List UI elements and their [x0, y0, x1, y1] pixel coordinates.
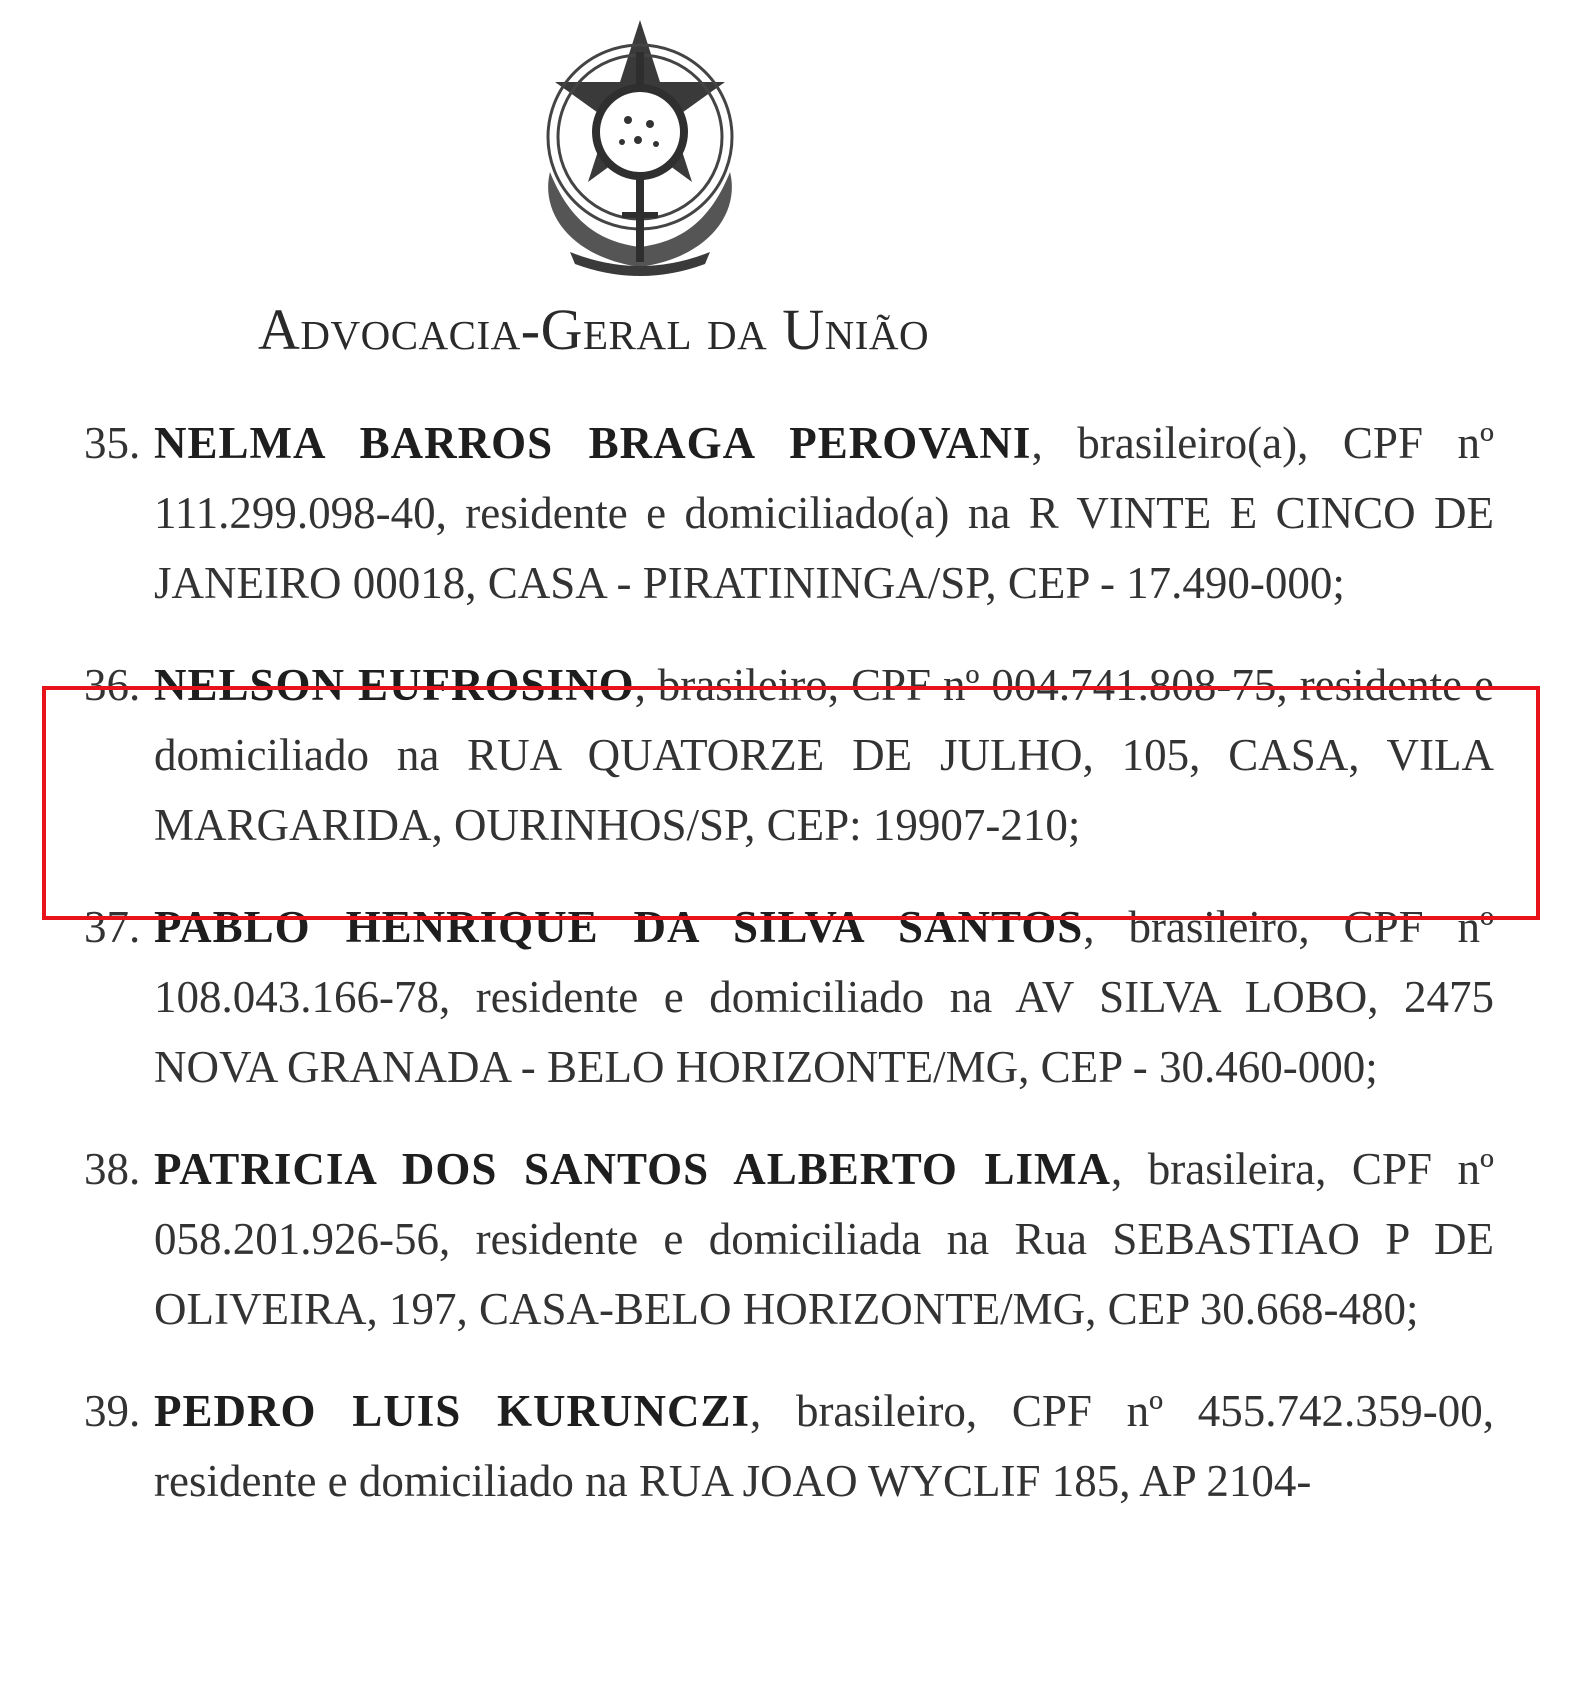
list-item: [84, 408, 1494, 618]
entry-name: PEDRO LUIS KURUNCZI: [154, 1386, 750, 1436]
entry-name: PABLO HENRIQUE DA SILVA SANTOS: [154, 902, 1084, 952]
list-item: [84, 1134, 1494, 1344]
entry-number: 35.: [84, 418, 141, 468]
entry-number: 37.: [84, 902, 141, 952]
entry-details: , brasileira, CPF nº 058.201.926-56, residente e domiciliada na Rua SEBASTIAO P DE OLIVEIRA, 197, CASA-BELO HORIZONTE/MG, CEP 30.668-480;: [154, 1144, 1494, 1334]
entries-list: [84, 408, 1494, 1548]
coat-of-arms-seal: [510, 12, 770, 282]
list-item: [84, 892, 1494, 1102]
entry-details: , brasileiro, CPF nº 004.741.808-75, residente e domiciliado na RUA QUATORZE DE JULHO, 105, CASA, VILA MARGARIDA, OURINHOS/SP, CEP: 19907-210;: [154, 660, 1495, 850]
entry-name: NELMA BARROS BRAGA PEROVANI: [154, 418, 1032, 468]
highlight-box: [42, 686, 1540, 920]
entry-details: , brasileiro, CPF nº 455.742.359-00, residente e domiciliado na RUA JOAO WYCLIF 185, AP 2104-: [154, 1386, 1494, 1506]
entry-name: NELSON EUFROSINO: [154, 660, 635, 710]
entry-number: 36.: [84, 660, 141, 710]
organization-title: Advocacia-Geral da União: [258, 297, 930, 362]
list-item: [84, 1376, 1494, 1516]
entry-number: 39.: [84, 1386, 141, 1436]
entry-number: 38.: [84, 1144, 141, 1194]
entry-details: , brasileiro, CPF nº 108.043.166-78, residente e domiciliado na AV SILVA LOBO, 2475 NOVA GRANADA - BELO HORIZONTE/MG, CEP - 30.460-000;: [154, 902, 1494, 1092]
entry-name: PATRICIA DOS SANTOS ALBERTO LIMA: [154, 1144, 1111, 1194]
entry-details: , brasileiro(a), CPF nº 111.299.098-40, residente e domiciliado(a) na R VINTE E CINCO DE JANEIRO 00018, CASA - PIRATININGA/SP, CEP - 17.490-000;: [154, 418, 1494, 608]
